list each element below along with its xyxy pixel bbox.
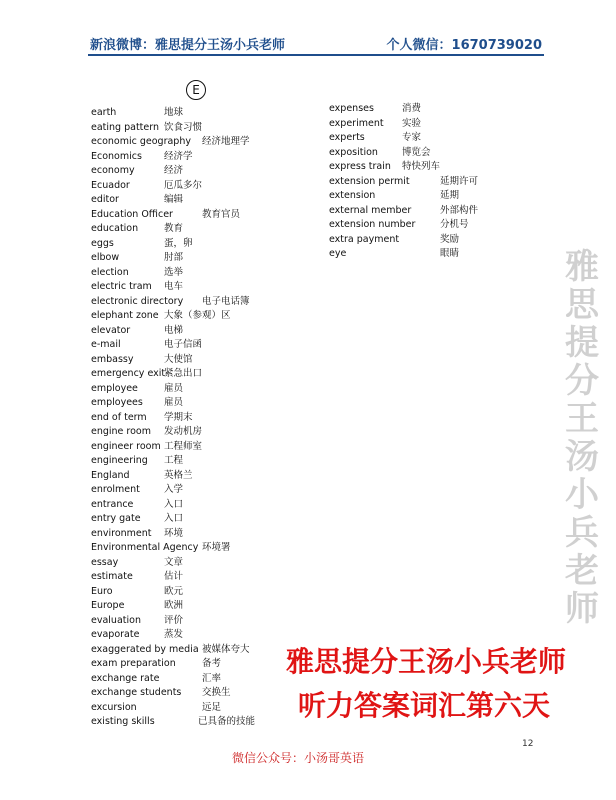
vocab-english: eye <box>329 248 347 259</box>
vocab-english: eggs <box>91 237 114 249</box>
vocab-chinese: 蛋，卵 <box>164 237 193 249</box>
vocab-chinese: 经济学 <box>164 150 193 162</box>
watermark-text: 雅思提分王汤小兵老师 <box>565 247 599 629</box>
vocab-english: engine room <box>91 426 151 437</box>
vocab-english: e-mail <box>91 339 121 350</box>
vocab-chinese: 远足 <box>202 701 222 713</box>
vocab-chinese: 欧洲 <box>164 600 184 611</box>
vocab-chinese: 工程 <box>164 455 184 466</box>
vocab-chinese: 入学 <box>164 484 184 495</box>
vocab-english: engineer room <box>91 440 161 452</box>
footer-wechat-account: 微信公众号：小汤哥英语 <box>232 751 365 765</box>
vocab-english: enrolment <box>91 484 140 495</box>
vocab-chinese: 肘部 <box>164 252 184 263</box>
vocab-english: Education Officer <box>91 208 173 220</box>
vocab-english: external member <box>329 204 412 216</box>
vocab-chinese: 大使馆 <box>164 353 193 365</box>
vocab-english: embassy <box>91 353 134 365</box>
vocab-english: evaluation <box>91 614 141 626</box>
vocab-chinese: 交换生 <box>202 687 231 698</box>
vocab-english: exchange students <box>91 687 182 698</box>
vocab-chinese: 学期末 <box>164 411 193 423</box>
vocab-english: extension <box>329 190 376 201</box>
vocab-chinese: 选举 <box>164 266 184 278</box>
vocab-english: elevator <box>91 324 131 336</box>
vocab-english: exposition <box>329 146 378 158</box>
vocab-chinese: 欧元 <box>164 585 184 597</box>
vocab-english: estimate <box>91 571 133 582</box>
vocab-english: environment <box>91 527 152 539</box>
vocab-english: extension number <box>329 219 416 230</box>
vocab-english: earth <box>91 107 117 118</box>
vocab-english: education <box>91 223 139 234</box>
vocab-chinese: 饮食习惯 <box>164 121 203 133</box>
vocab-english: England <box>91 469 130 481</box>
vocab-english: excursion <box>91 701 137 713</box>
vocab-chinese: 厄瓜多尔 <box>164 179 203 191</box>
vocab-english: entry gate <box>91 513 141 524</box>
vocab-chinese: 电子信函 <box>164 339 203 350</box>
vocab-chinese: 分机号 <box>440 219 469 230</box>
vocab-chinese: 编辑 <box>164 194 184 205</box>
vocab-english: editor <box>91 194 119 205</box>
vocab-english: engineering <box>91 455 148 466</box>
vocab-chinese: 备考 <box>202 658 222 669</box>
vocab-english: eating pattern <box>91 121 160 133</box>
section-letter-badge: E <box>186 80 206 100</box>
vocab-english: elephant zone <box>91 310 159 321</box>
vocab-chinese: 延期许可 <box>440 175 479 187</box>
vocab-english: extension permit <box>329 175 410 187</box>
vocab-chinese: 文章 <box>164 556 184 568</box>
vocab-english: electric tram <box>91 281 152 292</box>
vocab-chinese: 被媒体夸大 <box>202 643 250 655</box>
vocab-english: employees <box>91 397 143 408</box>
vocab-chinese: 经济地理学 <box>202 136 250 147</box>
vocab-chinese: 经济 <box>164 165 184 176</box>
vocab-chinese: 博览会 <box>402 146 431 158</box>
vocab-chinese: 评价 <box>164 614 184 626</box>
vocab-english: exaggerated by media <box>91 643 199 655</box>
vocab-english: elbow <box>91 252 120 263</box>
vocab-chinese: 工程师室 <box>164 440 203 452</box>
vocab-english: electronic directory <box>91 295 184 307</box>
vocab-chinese: 入口 <box>164 513 184 524</box>
vocab-chinese: 大象（参观）区 <box>164 310 231 321</box>
header-wechat: 个人微信：1670739020 <box>386 38 542 53</box>
vocab-chinese: 雇员 <box>164 382 184 394</box>
vocab-chinese: 发动机房 <box>164 426 203 437</box>
vocab-english: essay <box>91 556 119 568</box>
header-weibo: 新浪微博：雅思提分王汤小兵老师 <box>90 38 286 53</box>
vocab-english: exam preparation <box>91 658 176 669</box>
vocab-english: Europe <box>91 600 125 611</box>
vocab-chinese: 电车 <box>164 281 184 292</box>
vocab-chinese: 特快列车 <box>402 161 441 172</box>
vocab-english: end of term <box>91 411 147 423</box>
banner-teacher: 雅思提分王汤小兵老师 <box>286 645 567 678</box>
vocab-chinese: 消费 <box>402 103 422 114</box>
vocab-english: Ecuador <box>91 179 130 191</box>
vocab-english: experts <box>329 132 365 143</box>
vocab-chinese: 专家 <box>402 132 422 143</box>
vocab-english: emergency exit <box>91 368 166 379</box>
vocab-chinese: 雇员 <box>164 397 184 408</box>
vocab-chinese: 奖励 <box>440 233 460 245</box>
vocab-chinese: 环境署 <box>202 542 231 553</box>
vocab-english: expenses <box>329 103 374 114</box>
vocab-english: experiment <box>329 117 384 129</box>
vocab-english: economy <box>91 165 135 176</box>
vocab-chinese: 地球 <box>164 107 184 118</box>
vocab-english: extra payment <box>329 233 400 245</box>
vocab-chinese: 延期 <box>440 190 460 201</box>
header-divider <box>88 54 544 56</box>
vocab-chinese: 入口 <box>164 498 184 510</box>
vocab-english: Euro <box>91 585 113 597</box>
vocab-chinese: 电梯 <box>164 324 184 336</box>
vocab-chinese: 已具备的技能 <box>198 716 256 727</box>
vocab-english: Environmental Agency <box>91 542 199 553</box>
vocab-chinese: 英格兰 <box>164 469 193 481</box>
vocab-chinese: 教育 <box>164 223 184 234</box>
vocab-english: express train <box>329 161 391 172</box>
vocab-chinese: 紧急出口 <box>164 368 203 379</box>
vocab-chinese: 外部构件 <box>440 204 479 216</box>
vocab-chinese: 眼睛 <box>440 248 460 259</box>
vocab-chinese: 汇率 <box>202 672 222 684</box>
vocab-english: exchange rate <box>91 672 160 684</box>
vocab-chinese: 实验 <box>402 117 422 129</box>
vocab-english: Economics <box>91 150 142 162</box>
vocab-chinese: 估计 <box>164 571 184 582</box>
vocab-chinese: 环境 <box>164 527 184 539</box>
vocab-english: evaporate <box>91 629 140 640</box>
vocab-english: existing skills <box>91 716 155 727</box>
vocab-english: employee <box>91 382 138 394</box>
vocab-english: entrance <box>91 498 134 510</box>
vocab-english: economic geography <box>91 136 191 147</box>
page-number: 12 <box>522 739 534 749</box>
vocab-english: election <box>91 266 129 278</box>
vocab-chinese: 蒸发 <box>164 629 184 640</box>
banner-title: 听力答案词汇第六天 <box>298 689 551 722</box>
vocab-chinese: 教育官员 <box>202 208 241 220</box>
vocab-chinese: 电子电话簿 <box>202 295 250 307</box>
